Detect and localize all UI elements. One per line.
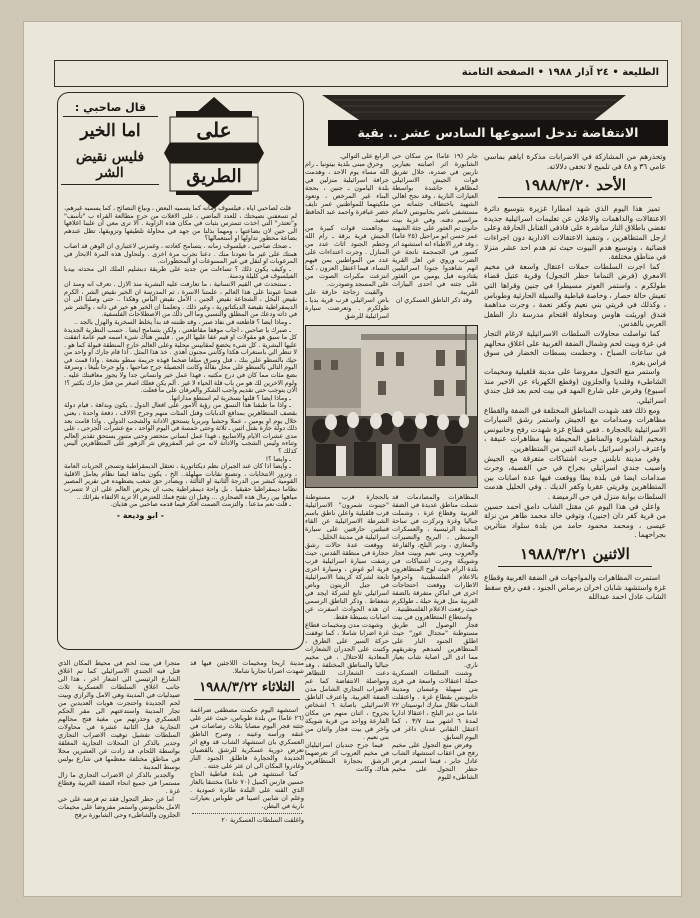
column-title-line2: فليس نقيض الشر (61, 149, 159, 185)
opinion-column-body (64, 205, 297, 509)
paragraph: بالحجارة قرب مستوطنة "جينوت شمرون" الاسرائيلية قرب قلقيلية واعلن ناطق باسم الشرطة الاسرائيلية عن القاء قنبلتين حارقتين على سيارة اسرائيلية في مدينة الخليل. (305, 493, 389, 541)
paragraph: ـ وايضا اذا كان عند الجيران نظم ديكتاتورية ، تعتقل الديمقراطية وتسجن الحريات العامة ، وتزور الانتخابات ، وتصنع نقابات مهلهلة.. الخ ، يكون بداهة ايضا نظام يعامل الاقلية القومية كبشر من الدرجة الثانية او الثالثة ، ويصادر حق شعب يضطهده في تقرير المصير نظاما ديمقراطيا حقيقيا . بل واحة ديمقراطية يجب ان يحرص العالم على ان لا تتسرب مياهها بين رمال هذه الصحاري ... وقبل ان تفتح فمك للعترض الا تريد الالتقاء بقرائك .. (64, 462, 297, 501)
paragraph: وحرق مبنى بلدية بيتونيا ـ رام الله مساء يوم الاحد ، وهدمت جرافة اسرائيلية منزلين في بلدة اليامون ـ جنين ، بحجة البناء غير المرخص ، وتعود ملكيتهما للمواطنين عمر نايف خضر عبافرة واحمد عبد الحافظ سعيد. (305, 160, 389, 224)
date-subhead: الاثنين ١٩٨٨/٣/٢١ (498, 545, 652, 567)
paragraph: واعلن في هذا اليوم عن مقتل الشاب دامق احمد حسين من قرية كفر دان (جنين)، وتوفي خالد محمد طاهر من نزلة عيسى ، ومحمد محمود حامد من بلدة سلواد متأثرين بجراحهما . (484, 501, 666, 540)
date-subhead: الثلاثاء ١٩٨٨/٣/٢٢ (194, 680, 300, 700)
logo-text-bottom: الطريق (186, 166, 242, 187)
column-logo (164, 97, 264, 209)
paragraph: وشنت السلطات العسكرية حملة اعتقالات واسعة في قرى بني سهيلة وعبسان ومدينة خانيونس بقطاع غزة . واعتقلت الشاب طلال مبارك ابوسيتان ٢٢ عاما من دير البلح ، اعتقالا اداريا لمدة ٦ اشهر منذ ٣/٧ ، كما اعتقل النقابي عدنان داغر في اليوم السابق. (392, 669, 478, 741)
paragraph: وداهمت قوات كبيرة من الجيش قرية برقة ـ رام الله وحطم الجنود اثاث عدد من المنازل . وجرت اعتداءات على عدد من المواطنين بمن فيهم النساء. فيما اعتقل العزون ، كما انتزعت مكبرات الصوت من على المسجد وصودرت. (305, 224, 389, 288)
date-subhead: الأحد ١٩٨٨/٣/٢٠ (498, 176, 652, 198)
middle-stack (305, 152, 478, 781)
middle-bottom-row (305, 493, 478, 781)
logo-text-top: على (196, 118, 232, 142)
column-kicker: قال صاحبي : (63, 101, 158, 117)
opinion-column-box (57, 92, 304, 650)
paragraph: كما استشهد في بلدة قباطية الحاج حسين فارس اكميل (٧٠ عاما) مختنقا بالغاز الذي القته على البلدة طائرة عمودية . وعلم ان شابين اصيبا في طوباس بعيارات نارية في البطن. (190, 770, 304, 810)
left-middle-column-bottom (305, 493, 389, 773)
divider (192, 813, 302, 814)
paragraph: وشهدت مدن ومخيمات قطاع غزة اضرابا شاملا ، كما توقفت حركة السير على الطرق ، وكتبت على الجدران الشعارات المعادية للاحتلال ، في مخيم جباليا والمناطق المختلفة ، وقد دعت الشعارات للتظاهر ومواصلة الانتفاضة كما عم الاضراب التجاري الشامل مدن الضفة الغربية. واعترف الناطق الاسرائيلي باصابة ٦ اشخاص بجروح ، اثنان منهم من مكان الفارعة وواحد من قرية شويكة واخر في بيت فجار واثنان من بني نعيم . (305, 621, 389, 741)
page-header (54, 60, 668, 87)
bottom-columns (57, 659, 304, 824)
paragraph: اما عن حظر التجول فقد تم فرضه على حي الامل بخانيونس واستمر مفروضا على مخيمات الجلزون والشاطىء وحي الشابورة برفح (58, 795, 180, 819)
paragraph: كما اجرت السلطات حملات اعتقال واسعة في مخيم الامعري (فرض التماما حظر التجول) وقرية عتيل قضاء طولكرم ، واستمر العوتر مسيطرا في جنين وقراها التي تعيش حالة حصار ، وخاصة قباطية والسيلة الحارثية وطوباس ، وكذلك في قريتي بني نعيم وكفر نعمة ، وجرت مداهمة فندق اوريئت هاوس ومحاولة اقتحام مدرسة دار الطفل العربي بالقدس. (484, 261, 666, 329)
paragraph: وقد ذكر الناطق العسكري ان (395, 296, 472, 304)
continuation-line: واغلقت السلطات العسكرية ٢٠ (221, 816, 304, 824)
bottom-right-column-wrap (190, 659, 304, 824)
right-column (484, 152, 666, 602)
paragraph: جابر (١٩ عاما) من سكان حي الشابورة اثر اصابته بعيارين ناريين في صدره، خلال تفريق قوات الجيش الاسرائيلي لمظاهرة حاشدة بواسطة العيارات النارية ، وقد نجح اهالي الشهيد باختطاف جثمانه من مستشفى ناصر بخانيونس لاتمام مراسيم دفنه. وفي عزبة بيت حانون تم العثور على جثة الشهيد عمر حسن ابو مراحيل (٢٥ عاما) ، وقد قرر الاطباء انه استشهد اثر كسور في الجمجمة ناتجة عن الضرب وروي عن اهل القرية انهم شاهدوا جنودا اسرائيليين يقتادونه قبل يومين من العثور على جثته في احدى البيارات القريبة. (392, 152, 479, 296)
paragraph: قلت لصاحبي اياه ، فيلسوف زمانه كما يسميه البعض ، وبياع النصائح ، كما يسميه غيرهم، لم تسعفني نصيحتك ، للعدد الماضي ، على الافلات من حرج مطالعة القراء ب "تأسف" و"تعتذر" التي اخذت تتمترس بثبات في مكان هذه الزاوية . الا ترى معي ان علينا اغلاقها الى حين لان بضاعتها ، ومهما بذلنا من جهد في محاولة تلطيفها وتزويقها، تظل عندهم بضاعة محظور تداولها او استعمالها؟ (64, 204, 297, 243)
paragraph: استمرت المظاهرات والمواجهات في الضفة الغربية وقطاع غزة واستشهد شابان اخران برصاص الجنود ، ففي رفح سقط الشاب عادل احمد عبدالله (484, 572, 666, 602)
paragraph: ـ ضحك صاحبي ، فيلسوف زمانه ، بتسامح كعادته ، وغمزني لاعتباري ان الوهن قد اصاب همتك على غير ما تعودنا منك . دعنا نجرب مرة اخرى . ولنحاول هذه المرة الابحار في المرغوبات او لنقل في غير الممنوعات او المحظورات. (64, 241, 297, 266)
paragraph: المظاهرات والمصادمات قد شملت مناطق عديدة في الضفة الغربية وقطاع غزة ، وشملت جباليا وغزة وتركزت في ساحة المدينة الرئيسية ، والعسكرات الوسطى ، البريج والنصيرات والمغازي ، ودير البلح، والفارعة والعروب وبني نعيم وبيت فجار وشويكة وجرت اشتباكات في بلدة الرام حيث لوح المتظاهرون بالاعلام الفلسطينية واحرقوا الاطارات ووقعت احتجاجات اخرى في اماكن متفرقة بالضفة الغربية مثل قرية حبلة ـ طولكرم حيث رفعت الاعلام الفلسطينية. (392, 493, 478, 613)
headline-decoration (322, 95, 668, 122)
opinion-column-head (64, 93, 297, 187)
left-stack (57, 92, 304, 824)
middle-top-row (305, 152, 478, 320)
column-signature: - ابو وديعة - (116, 510, 164, 520)
photo-image (306, 326, 477, 487)
paragraph: ـ قلت نعم مذعنا . والتزمت الصمت أفكر فيما قدمه صاحبي من هذيان. (110, 500, 291, 509)
paragraph: واستمر منع التجول مفروضا على مدينة قلقيلية ومخيمات الشاطىء وقلنديا والجلزون (وقطع الكهرباء عن الاخير منذ اسبوع) وفرض على شارع المهد في بيت لحم بعد قتل جندي اسرائيلي. (484, 367, 666, 406)
paragraph: تميز هذا اليوم الذي شهد امطارا غزيرة بتوسيع دائرة الاعتقالات والداهمات والاعلان عن تعليمات اسرائيلية جديدة تقضي باطلاق النار مباشرة على قاذفي القنابل الحارقة وعلى ارجل المتظاهرين ، وتنفيذ الاعتقالات الادارية دون اجراءات قضائية ، وتوسيع هدم البيوت حيث تم هدم احد عشر منزلا في مناطق مختلفة. (484, 204, 666, 262)
middle-column-top (392, 152, 478, 304)
paragraph: وفرض منع التجول على مخيم رفح في اعقاب استشهاد الشاب عادل جابر ، فيما استمر فرض حظر التجول على مخيم الشاطىء لليوم (392, 741, 478, 781)
paragraph: الرابع على التوالي. (339, 152, 389, 160)
bottom-left-column (58, 659, 180, 824)
paragraph: والقيت زجاجة حارقة على باص اسرائيلي قرب قرية بديا ـ طولكرم . وتعرضت سيارة اسرائيلية للرشق (305, 288, 389, 320)
paragraph: ـ سنتحدث في القيم الانسانية ، ما تعارفت عليه البشرية منذ الازل . تعرف انه ومنذ ان فتحنا عيوننا على هذا العالم ، علمتنا الاسرة ، ثم المدرسة ان الخير نقيض الشر ، الكرم نقيض البخل ، الشجاعة نقيض الجبن ، الامل نقيض اليأس وهكذا .. حتى وصلنا الى ان الديمقراطية نقيضة الديكتاتورية ، وغير ذلك . وتعلمنا ان الخير هو خير في ذاته ، والشر شر في ذاته ودعك من المطلق والنسبي وما الى ذلك من الاصطلاحات الفلسفية. (64, 279, 297, 319)
paragraph: ووقعت عدة حالات رشق حجارة في منطقة القدس، حيث رشقت سيارة اسرائيلية قرب قرية ابو غوش ، وسيارة اخرى تابعة لشركة كريشا الاسرائيلية في جبل الزيتون وباص اسرائيلي تابع لشركة ايجد في شعفاط . وذكر الناطق الرسمي ان هذه الحوادث اسفرت عن اصابات بسيطة فقط. (305, 541, 389, 621)
paragraph: مدينة اريحا ومخيمات اللاجئين فيها قد شهدت اضرابا تجاريا شاملا. (190, 659, 304, 675)
paragraph: ـ وماذا ايضا ؟ قلتها بسخرية لم استطع مداراتها. (169, 393, 291, 402)
column-title-line1: اما الخير (80, 121, 141, 141)
masthead-dateline: الطليعة • ٢٤ آذار ١٩٨٨ • الصفحة الثامنة (461, 67, 659, 78)
paragraph: ـ صبرك يا صاحبي ، اجاب موقفا مقاطعتي ، ولكن بتسامح ايضا . حسب النظرية الجديدة كل ما سبق هو مقولات او قيم عفا عليها الزمن . فليس هناك شيء اسمه قيم عامة اتفقت عليها البشرية . كل شيء يخضع لمقاييس محلية وعلى العالم خارج المنطقة قبولة كما هو . لا تنظر الي باستغراب هكذا وكأنني مجنون أهذي . خذ هذا المثل . اذا قام جارك او واحد من حيك بالسطو على بنك ، قتل وسرق مبلغا ضخما فهذه جريمة سطو بشعة . واذا قمت في اليوم التالي بالسطو على محل بقالة وكانت الحصيلة جرح صاحبها ، ولو جرحا بليغا ، وسرقة بضع مئات مما كان في درج مكتبه ، فهذا عمل خير وانساني جدا ولا يجوز معاقبتك عليه . ولوم الاخرين لك هو من باب قلة الحياء لا غير . ألم يكن فعلك اصغر من فعل جارك بكثير ؟! الان يتوجب حتى تقديم واجب الشكر والعرفان على ما فعلت. (64, 325, 297, 395)
paragraph: ـ وايضا ؟! (265, 454, 291, 463)
logo-star-icon (164, 97, 264, 209)
paragraph: وفي مدينة نابلس جرت اشتباكات متفرقة مع الجيش واصيب جندي اسرائيلي بجراح في حي القصبة، وجرت صدامات ايضا في بلدة يطا ووقعت فيها عدة اصابات بين المتظاهرين وقريتي عقربا وكفر الديك . وفي الخليل هدمت السلطات بوابة منزل في حي الرميضة . (484, 453, 666, 501)
paragraph: استشهد اليوم حكمت مصطفى ضراغمة (٢٦ عاما) من بلدة طوباس، حيث عثر على جثته فجر اليوم مصابا بثلاث رصاصات في عنقه ورأسه وعينه ، وصرح الناطق العسكري بان استشهاد الشاب قد وقع اثر تعرض دورية عسكرية للرشق بالقضبان الحديدة والحجارة فاطلق الجنود النار وغادروا المكان الى ان عثر على جثته . (190, 706, 304, 770)
left-middle-column-top (305, 152, 389, 320)
paragraph: ـ وكيف يكون ذلك ؟ تساءلت من جديد على طريقة دبشليم الملك الى محدثه بيدبا الفيلسوف في كليلة ودمنة. (64, 264, 297, 281)
paragraph: ـ واذا ما طبقنا هذا النسق من رؤية الامور على افعال الدول ، يكون وبداهة ، قيام دولة بقصف المتظاهرين بمدافع الدبابات وقتل المئات منهم وجرح الالاف ، دفعة واحدة ، يعني خلال يوم او يومين ، عملا وحشيا وبربريا يستحق الادانة والشجب الدولي . واذا قامت بعد ذلك دولة جارة بقتل اثنين ـ ثلاثة وحتى خمسة في اليوم الواحد ، مع عشرات الجرحى ، على مدى عشرات الايام والاسابيع ، فهذا عمل انساني متحضر وحتى متنور يستحق تقدير العالم وثناءه وليس الشجب والادانة لانه من غير المفروض نثر الزهور على المتظاهرين أليس كذلك ؟ (64, 401, 297, 455)
paragraph: فيما جرح جنديان اسرائيليان في مخيم العروب اثر تعرضهما الرشق بحجارة المتظاهرين هناك. وكانت (305, 741, 389, 773)
paragraph: كما تواصلت محاولات السلطات الاسرائيلية لارغام التجار في غزة وبيت لحم وشمال الضفة الغربية على اغلاق محالهم في ساعات الصباح ، وحطمت بسطات الخضار في سوق فراس بغزة. (484, 328, 666, 367)
paragraph: والجدير بالذكر ان الاضراب التجاري ما زال مستمرا في جميع انحاء الضفة الغربية وقطاع غزة . (58, 771, 180, 795)
news-photo-protest-crowd (305, 325, 478, 488)
paragraph: متجرا في بيت لحم في محيط المكان الذي قتل فيه الجندي الاسرائيلي كما تم اغلاق الشارع الرئيسي الى اشعار اخر ، هذا الى جانب اغلاق السلطات العسكرية ثلاث صيدليات في المدينة وهي الامل والرازي وبيت لحم الجديدة واحتجزت هويات العديدين من تجار المدينة واستدعتهم الى مقر الحكم العسكري وحذرتهم من مغبة فتح محالهم التجارية قبل الثانية عشرة في محاولات السلطات تفشيل توقيت الاضراب التجاري وجدير بالذكر ان المحلات التجارية المغلقة بواسطة اللحام، قد زادت عن العشرين محلا في مناطق مختلفة معظمها في شارع بولس بوسط المدينة . (58, 659, 180, 771)
paragraph: وتحذرهم من المشاركة في الاضرابات مذكرة اياهم بماسي عامي ٣٦ و ٤٨ في تلميح لا تخفى دلالاته. (484, 152, 666, 171)
paragraph: ومع ذلك فقد شهدت المناطق المختلفة في الضفة والقطاع مظاهرات وصدامات مع الجيش واستمر رشق السيارات الاسرائيلية بالحجارة . ففي قطاع غزة شهدت رفح وخانيونس ومخيم الشابورة والمناطق المحيطة بها مظاهرات عنيفة ، واعترف راديو اسرائيل باصابة اثنين من المتظاهرين. (484, 405, 666, 454)
bottom-right-column (190, 659, 304, 810)
middle-column-bottom (392, 493, 478, 781)
paragraph: ـ وماذا ايضا ؟ قاطعته في نفاذ صبر ، وقد ظننته قد بدأ يخلط السخرية والهزل بالجد .. (73, 317, 291, 326)
paragraph: واستطاع المتظاهرون في بيت فجار الوصول الى طريق مستوطنة "مجدال عوز" حيث اطلق الجنود النار على المتظاهرين لصدهم وتفريقهم مما ادى الى اصابة شاب بعيار ناري. (392, 613, 478, 669)
headline: الانتفاضة تدخل اسبوعها السادس عشر .. بقية (328, 120, 668, 146)
